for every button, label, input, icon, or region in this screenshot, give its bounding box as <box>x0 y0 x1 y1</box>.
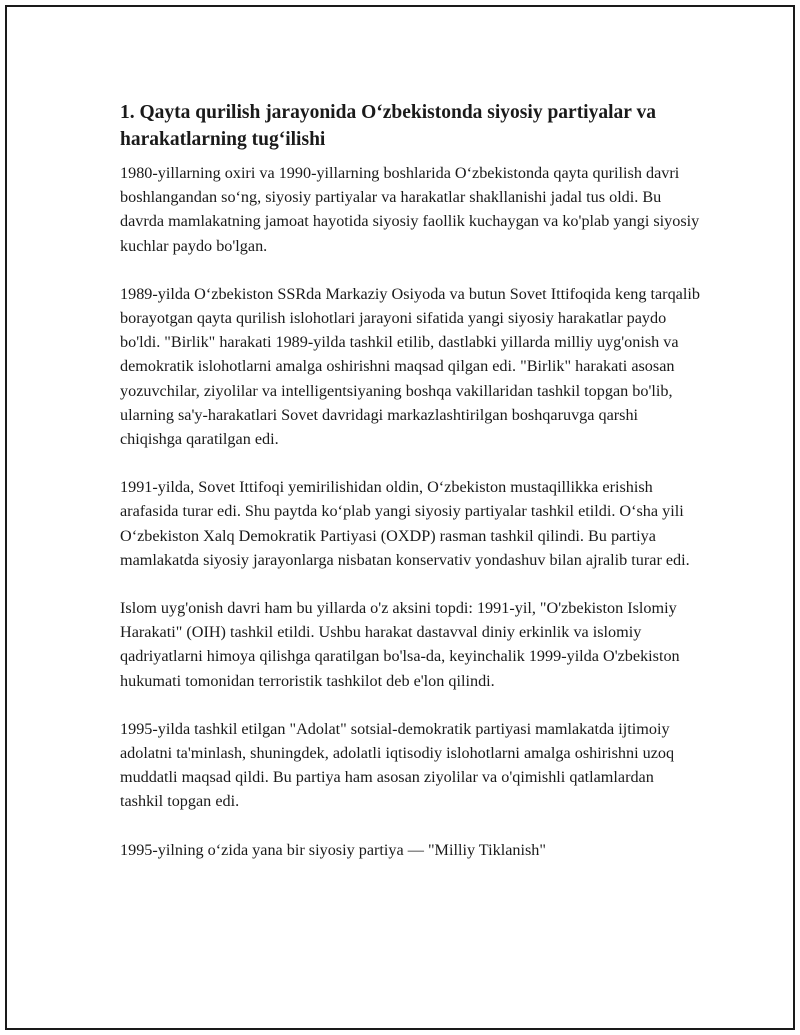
paragraph: Islom uyg'onish davri ham bu yillarda o'z aksini topdi: 1991-yil, "O'zbekiston Islomiy Harakati" (OIH) tashkil etildi. Ushbu harakat dastavval diniy erkinlik va islomiy qadriyatlarni himoya qilishga qaratilgan bo'lsa-da, keyinchalik 1999-yilda O'zbekiston hukumati tomonidan terroristik tashkilot deb e'lon qilindi. <box>120 599 680 690</box>
document-body <box>120 99 700 886</box>
paragraph: 1995-yilning o‘zida yana bir siyosiy partiya — "Milliy Tiklanish" <box>120 840 546 859</box>
section-heading: 1. Qayta qurilish jarayonida O‘zbekistonda siyosiy partiyalar va harakatlarning tug‘ilishi <box>120 102 656 150</box>
page-frame <box>5 5 795 1030</box>
paragraph: 1995-yilda tashkil etilgan "Adolat" sotsial-demokratik partiyasi mamlakatda ijtimoiy adolatni ta'minlash, shuningdek, adolatli iqtisodiy islohotlarni amalga oshirishni uzoq muddatli maqsad qildi. Bu partiya ham asosan ziyolilar va o'qimishli qatlamlardan tashkil topgan edi. <box>120 719 675 811</box>
paragraph: 1991-yilda, Sovet Ittifoqi yemirilishidan oldin, O‘zbekiston mustaqillikka erishish arafasida turar edi. Shu paytda ko‘plab yangi siyosiy partiyalar tashkil etildi. O‘sha yili O‘zbekiston Xalq Demokratik Partiyasi (OXDP) rasman tashkil qilindi. Bu partiya mamlakatda siyosiy jarayonlarga nisbatan konservativ yondashuv bilan ajralib turar edi. <box>120 478 690 569</box>
paragraph: 1980-yillarning oxiri va 1990-yillarning boshlarida O‘zbekistonda qayta qurilish davri boshlangandan so‘ng, siyosiy partiyalar va harakatlar shakllanishi jadal tus oldi. Bu davrda mamlakatning jamoat hayotida siyosiy faollik kuchaygan va ko'plab yangi siyosiy kuchlar paydo bo'lgan. <box>120 164 700 255</box>
paragraph: 1989-yilda O‘zbekiston SSRda Markaziy Osiyoda va butun Sovet Ittifoqida keng tarqalib borayotgan qayta qurilish islohotlari jarayoni sifatida yangi siyosiy harakatlar paydo bo'ldi. "Birlik" harakati 1989-yilda tashkil etilib, dastlabki yillarda milliy uyg'onish va demokratik islohotlarni amalga oshirishni maqsad qilgan edi. "Birlik" harakati asosan yozuvchilar, ziyolilar va intelligentsiyaning boshqa vakillaridan tashkil topgan bo'lib, ularning sa'y-harakatlari Sovet davridagi markazlashtirilgan boshqaruvga qarshi chiqishga qaratilgan edi. <box>120 284 700 449</box>
